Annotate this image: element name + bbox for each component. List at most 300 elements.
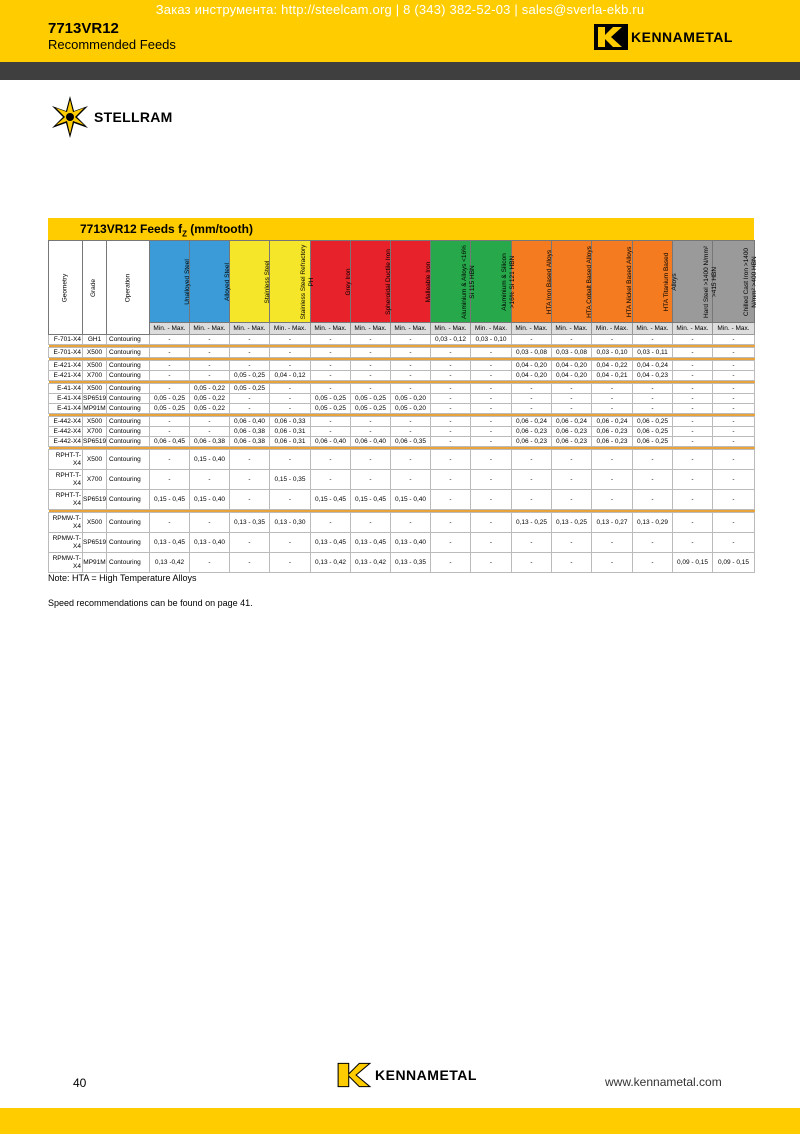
feed-value-cell: - bbox=[471, 417, 512, 427]
feed-value-cell: - bbox=[633, 553, 673, 573]
feed-value-cell: - bbox=[552, 470, 592, 490]
feed-value-cell: 0,06 - 0,23 bbox=[592, 437, 633, 447]
geometry-cell: E-701-X4 bbox=[49, 348, 83, 358]
feed-value-cell: - bbox=[150, 361, 190, 371]
feed-value-cell: - bbox=[673, 470, 713, 490]
feed-value-cell: 0,06 - 0,25 bbox=[633, 437, 673, 447]
feed-value-cell: - bbox=[592, 490, 633, 510]
geometry-cell: E-442-X4 bbox=[49, 417, 83, 427]
table-row bbox=[49, 553, 755, 573]
hta-note: Note: HTA = High Temperature Alloys bbox=[48, 573, 197, 583]
feed-value-cell: - bbox=[230, 335, 270, 345]
feed-value-cell: - bbox=[673, 417, 713, 427]
feed-value-cell: - bbox=[471, 361, 512, 371]
feed-value-cell: 0,13 - 0,45 bbox=[150, 533, 190, 553]
geometry-cell: RPMW-T-X4 bbox=[49, 513, 83, 533]
feed-value-cell: - bbox=[673, 450, 713, 470]
feed-value-cell: 0,05 - 0,25 bbox=[351, 404, 391, 414]
feed-value-cell: - bbox=[351, 371, 391, 381]
feed-value-cell: - bbox=[713, 450, 755, 470]
kennametal-logo-header bbox=[594, 24, 733, 50]
feed-value-cell: 0,04 - 0,20 bbox=[552, 371, 592, 381]
feed-value-cell: - bbox=[190, 553, 230, 573]
feed-value-cell: 0,13 - 0,25 bbox=[552, 513, 592, 533]
feed-value-cell: 0,15 - 0,45 bbox=[351, 490, 391, 510]
feed-value-cell: - bbox=[673, 404, 713, 414]
feed-value-cell: - bbox=[230, 450, 270, 470]
feed-value-cell: - bbox=[391, 348, 431, 358]
table-row bbox=[49, 513, 755, 533]
geometry-cell: E-421-X4 bbox=[49, 361, 83, 371]
feed-value-cell: - bbox=[512, 470, 552, 490]
operation-cell: Contouring bbox=[107, 513, 150, 533]
feed-value-cell: - bbox=[431, 450, 471, 470]
feed-value-cell: 0,05 - 0,20 bbox=[391, 404, 431, 414]
feed-value-cell: 0,04 - 0,12 bbox=[270, 371, 311, 381]
kennametal-wordmark: KENNAMETAL bbox=[631, 29, 733, 45]
feed-value-cell: - bbox=[633, 404, 673, 414]
material-header: Unalloyed Steel bbox=[150, 241, 190, 323]
material-header: Spheroidal Ductile Iron bbox=[351, 241, 391, 323]
feed-value-cell: - bbox=[471, 450, 512, 470]
grade-cell: X500 bbox=[83, 361, 107, 371]
material-header: HTA Iron Based Alloys bbox=[512, 241, 552, 323]
feed-value-cell: 0,06 - 0,38 bbox=[190, 437, 230, 447]
document-subtitle: Recommended Feeds bbox=[48, 37, 176, 52]
feed-value-cell: - bbox=[230, 470, 270, 490]
feed-value-cell: - bbox=[431, 348, 471, 358]
table-row bbox=[49, 371, 755, 381]
operation-cell: Contouring bbox=[107, 553, 150, 573]
feed-value-cell: - bbox=[592, 470, 633, 490]
feed-value-cell: 0,13 - 0,42 bbox=[311, 553, 351, 573]
feed-value-cell: - bbox=[512, 490, 552, 510]
minmax-label: Min. - Max. bbox=[190, 323, 230, 335]
feed-value-cell: 0,05 - 0,25 bbox=[230, 371, 270, 381]
feed-value-cell: - bbox=[673, 437, 713, 447]
feed-value-cell: 0,06 - 0,33 bbox=[270, 417, 311, 427]
material-header: Grey Iron bbox=[311, 241, 351, 323]
feed-value-cell: - bbox=[431, 371, 471, 381]
feed-value-cell: - bbox=[431, 437, 471, 447]
feed-value-cell: - bbox=[391, 427, 431, 437]
grade-cell: MP91M bbox=[83, 405, 106, 412]
feed-value-cell: - bbox=[190, 470, 230, 490]
minmax-label: Min. - Max. bbox=[633, 323, 673, 335]
kennametal-wordmark: KENNAMETAL bbox=[375, 1067, 477, 1083]
table-title: 7713VR12 Feeds $f_Z$ (mm/tooth) bbox=[48, 218, 754, 240]
grade-cell: X700 bbox=[83, 470, 107, 490]
material-header: HTA Titanium Based Alloys bbox=[633, 241, 673, 323]
feed-value-cell: 0,05 - 0,22 bbox=[190, 404, 230, 414]
feed-value-cell: - bbox=[311, 348, 351, 358]
feed-value-cell: - bbox=[270, 450, 311, 470]
grade-cell: X700 bbox=[83, 427, 107, 437]
feed-value-cell: 0,06 - 0,24 bbox=[592, 417, 633, 427]
feed-value-cell: - bbox=[633, 470, 673, 490]
feed-value-cell: 0,03 - 0,10 bbox=[471, 335, 512, 345]
feed-value-cell: - bbox=[713, 384, 755, 394]
feed-value-cell: - bbox=[150, 417, 190, 427]
feed-value-cell: - bbox=[633, 384, 673, 394]
feed-value-cell: 0,13 - 0,42 bbox=[351, 553, 391, 573]
grade-cell: SP6519 bbox=[83, 490, 107, 510]
operation-cell: Contouring bbox=[107, 384, 150, 394]
feed-value-cell: - bbox=[270, 553, 311, 573]
feed-value-cell: 0,15 - 0,40 bbox=[190, 450, 230, 470]
stellram-star-icon bbox=[50, 94, 90, 140]
geometry-cell: RPMW-T-X4 bbox=[49, 553, 83, 573]
feed-value-cell: - bbox=[673, 490, 713, 510]
grade-cell: X500 bbox=[83, 417, 107, 427]
operation-cell: Contouring bbox=[107, 437, 150, 447]
feed-value-cell: 0,13 - 0,30 bbox=[270, 513, 311, 533]
feed-value-cell: 0,13 - 0,40 bbox=[391, 533, 431, 553]
feed-value-cell: - bbox=[471, 533, 512, 553]
minmax-label: Min. - Max. bbox=[351, 323, 391, 335]
feed-value-cell: 0,06 - 0,38 bbox=[230, 427, 270, 437]
grade-cell: SP6519 bbox=[83, 438, 107, 445]
feed-value-cell: 0,05 - 0,22 bbox=[190, 394, 230, 404]
material-header: Stainless Steel bbox=[230, 241, 270, 323]
feed-value-cell: - bbox=[150, 513, 190, 533]
feed-value-cell: - bbox=[673, 384, 713, 394]
feed-value-cell: 0,04 - 0,20 bbox=[512, 371, 552, 381]
feed-value-cell: - bbox=[150, 371, 190, 381]
column-header-operation: Operation bbox=[107, 241, 150, 335]
feed-value-cell: 0,15 - 0,40 bbox=[190, 490, 230, 510]
feed-value-cell: 0,03 - 0,08 bbox=[512, 348, 552, 358]
grade-cell: SP6519 bbox=[83, 533, 107, 553]
minmax-label: Min. - Max. bbox=[512, 323, 552, 335]
feed-value-cell: - bbox=[512, 394, 552, 404]
feed-value-cell: - bbox=[351, 450, 391, 470]
table-row bbox=[49, 427, 755, 437]
feed-value-cell: - bbox=[431, 384, 471, 394]
geometry-cell: F-701-X4 bbox=[49, 335, 83, 345]
feed-value-cell: - bbox=[351, 384, 391, 394]
operation-cell: Contouring bbox=[107, 335, 150, 345]
feed-value-cell: - bbox=[431, 533, 471, 553]
feed-value-cell: - bbox=[311, 371, 351, 381]
feed-value-cell: - bbox=[512, 335, 552, 345]
feed-value-cell: - bbox=[270, 335, 311, 345]
stellram-logo bbox=[50, 94, 173, 140]
speed-note: Speed recommendations can be found on page 41. bbox=[48, 598, 253, 608]
minmax-label: Min. - Max. bbox=[673, 323, 713, 335]
minmax-label: Min. - Max. bbox=[552, 323, 592, 335]
feed-value-cell: - bbox=[270, 361, 311, 371]
feed-value-cell: - bbox=[713, 513, 755, 533]
feed-value-cell: 0,06 - 0,31 bbox=[270, 427, 311, 437]
feed-value-cell: - bbox=[391, 371, 431, 381]
feed-value-cell: - bbox=[512, 404, 552, 414]
feed-value-cell: - bbox=[190, 427, 230, 437]
feed-value-cell: 0,04 - 0,22 bbox=[592, 361, 633, 371]
feed-value-cell: - bbox=[311, 361, 351, 371]
feed-value-cell: 0,04 - 0,20 bbox=[552, 361, 592, 371]
feed-value-cell: - bbox=[270, 533, 311, 553]
feed-value-cell: - bbox=[270, 348, 311, 358]
table-row bbox=[49, 470, 755, 490]
feed-value-cell: - bbox=[592, 450, 633, 470]
operation-cell: Contouring bbox=[107, 394, 150, 404]
document-title: 7713VR12 bbox=[48, 20, 119, 37]
feed-value-cell: - bbox=[190, 371, 230, 381]
feed-value-cell: - bbox=[471, 427, 512, 437]
feed-value-cell: - bbox=[713, 394, 755, 404]
feed-value-cell: 0,13 - 0,35 bbox=[391, 553, 431, 573]
feed-value-cell: 0,15 - 0,45 bbox=[311, 490, 351, 510]
kennametal-k-icon bbox=[336, 1061, 372, 1089]
feed-value-cell: 0,05 - 0,25 bbox=[230, 384, 270, 394]
feed-value-cell: - bbox=[351, 335, 391, 345]
feed-value-cell: - bbox=[713, 533, 755, 553]
material-header: Hard Steel >1400 N/mm² >415 HBN bbox=[673, 241, 713, 323]
feed-value-cell: 0,06 - 0,40 bbox=[230, 417, 270, 427]
feed-value-cell: - bbox=[713, 404, 755, 414]
column-header-grade: Grade bbox=[83, 241, 107, 335]
feed-value-cell: - bbox=[431, 427, 471, 437]
minmax-label: Min. - Max. bbox=[270, 323, 311, 335]
feed-value-cell: - bbox=[150, 450, 190, 470]
table-row bbox=[49, 361, 755, 371]
feed-value-cell: - bbox=[713, 470, 755, 490]
feed-value-cell: - bbox=[471, 394, 512, 404]
feed-value-cell: 0,15 - 0,40 bbox=[391, 490, 431, 510]
feeds-table-section bbox=[48, 218, 758, 573]
feed-value-cell: - bbox=[150, 384, 190, 394]
feed-value-cell: - bbox=[351, 361, 391, 371]
grade-cell: X500 bbox=[83, 384, 107, 394]
feed-value-cell: - bbox=[431, 404, 471, 414]
feed-value-cell: 0,06 - 0,35 bbox=[391, 437, 431, 447]
feed-value-cell: - bbox=[311, 335, 351, 345]
feed-value-cell: 0,06 - 0,25 bbox=[633, 427, 673, 437]
feed-value-cell: 0,13 - 0,29 bbox=[633, 513, 673, 533]
grade-cell: X500 bbox=[83, 513, 107, 533]
feed-value-cell: 0,06 - 0,24 bbox=[552, 417, 592, 427]
feed-value-cell: - bbox=[351, 470, 391, 490]
page-number: 40 bbox=[73, 1076, 87, 1090]
feed-value-cell: - bbox=[512, 450, 552, 470]
geometry-cell: E-442-X4 bbox=[49, 437, 83, 447]
feed-value-cell: - bbox=[471, 371, 512, 381]
feed-value-cell: - bbox=[311, 470, 351, 490]
feed-value-cell: - bbox=[431, 513, 471, 533]
feed-value-cell: - bbox=[673, 394, 713, 404]
table-row bbox=[49, 437, 755, 447]
feed-value-cell: - bbox=[713, 417, 755, 427]
minmax-label: Min. - Max. bbox=[230, 323, 270, 335]
feed-value-cell: - bbox=[552, 533, 592, 553]
feed-value-cell: - bbox=[391, 335, 431, 345]
operation-cell: Contouring bbox=[107, 361, 150, 371]
feed-value-cell: - bbox=[150, 348, 190, 358]
stellram-wordmark: STELLRAM bbox=[94, 109, 173, 125]
feed-value-cell: 0,05 - 0,25 bbox=[351, 394, 391, 404]
column-header-geometry: Geometry bbox=[49, 241, 83, 335]
feed-value-cell: 0,03 - 0,10 bbox=[592, 348, 633, 358]
kennametal-k-icon bbox=[594, 24, 628, 50]
grade-cell: GH1 bbox=[83, 335, 107, 345]
feed-value-cell: 0,06 - 0,23 bbox=[512, 427, 552, 437]
feed-value-cell: 0,06 - 0,40 bbox=[311, 437, 351, 447]
feed-value-cell: - bbox=[190, 348, 230, 358]
operation-cell: Contouring bbox=[107, 348, 150, 358]
feed-value-cell: - bbox=[713, 361, 755, 371]
table-row bbox=[49, 490, 755, 510]
feed-value-cell: - bbox=[512, 553, 552, 573]
feed-value-cell: - bbox=[150, 470, 190, 490]
geometry-cell: E-41-X4 bbox=[49, 394, 83, 404]
operation-cell: Contouring bbox=[107, 533, 150, 553]
operation-cell: Contouring bbox=[107, 490, 150, 510]
feed-value-cell: - bbox=[471, 470, 512, 490]
grade-cell: X500 bbox=[83, 348, 107, 358]
operation-cell: Contouring bbox=[107, 404, 150, 414]
feed-value-cell: - bbox=[391, 417, 431, 427]
feed-value-cell: - bbox=[431, 470, 471, 490]
grade-cell: MP91M bbox=[83, 553, 107, 573]
feed-value-cell: 0,06 - 0,40 bbox=[351, 437, 391, 447]
material-header: Malleable Iron bbox=[391, 241, 431, 323]
grade-cell: X700 bbox=[83, 371, 107, 381]
feed-value-cell: - bbox=[351, 348, 391, 358]
feed-value-cell: - bbox=[351, 513, 391, 533]
feed-value-cell: 0,05 - 0,22 bbox=[190, 384, 230, 394]
operation-cell: Contouring bbox=[107, 417, 150, 427]
feed-value-cell: - bbox=[512, 533, 552, 553]
feed-value-cell: - bbox=[673, 533, 713, 553]
feed-value-cell: - bbox=[270, 384, 311, 394]
feed-value-cell: 0,13 - 0,25 bbox=[512, 513, 552, 533]
feed-value-cell: - bbox=[713, 335, 755, 345]
feed-value-cell: - bbox=[230, 348, 270, 358]
feed-value-cell: 0,06 - 0,31 bbox=[270, 437, 311, 447]
table-row bbox=[49, 394, 755, 404]
feed-value-cell: 0,06 - 0,45 bbox=[150, 437, 190, 447]
feed-value-cell: - bbox=[673, 361, 713, 371]
feed-value-cell: - bbox=[552, 450, 592, 470]
feed-value-cell: - bbox=[190, 513, 230, 533]
feed-value-cell: - bbox=[552, 490, 592, 510]
operation-cell: Contouring bbox=[107, 371, 150, 381]
feed-value-cell: - bbox=[391, 513, 431, 533]
material-header: Aluminium & Silicon >16% Si 121 HBN bbox=[471, 241, 512, 323]
feed-value-cell: - bbox=[471, 490, 512, 510]
feed-value-cell: - bbox=[391, 384, 431, 394]
feed-value-cell: 0,04 - 0,24 bbox=[633, 361, 673, 371]
feed-value-cell: 0,05 - 0,20 bbox=[391, 394, 431, 404]
minmax-label: Min. - Max. bbox=[592, 323, 633, 335]
minmax-label: Min. - Max. bbox=[471, 323, 512, 335]
feed-value-cell: - bbox=[713, 427, 755, 437]
feed-value-cell: - bbox=[270, 404, 311, 414]
feed-value-cell: - bbox=[713, 490, 755, 510]
feed-value-cell: - bbox=[230, 533, 270, 553]
material-header: Stainless Steel Refractory PH bbox=[270, 241, 311, 323]
material-header: Alloyed Steel bbox=[190, 241, 230, 323]
feed-value-cell: - bbox=[471, 404, 512, 414]
feed-value-cell: - bbox=[713, 437, 755, 447]
feed-value-cell: - bbox=[633, 450, 673, 470]
grade-cell: SP6519 bbox=[83, 395, 107, 402]
feed-value-cell: - bbox=[351, 427, 391, 437]
feed-value-cell: - bbox=[230, 394, 270, 404]
geometry-cell: RPHT-T-X4 bbox=[49, 470, 83, 490]
feed-value-cell: - bbox=[552, 553, 592, 573]
feed-value-cell: 0,15 - 0,45 bbox=[150, 490, 190, 510]
material-header: HTA Nickel Based Alloys bbox=[592, 241, 633, 323]
geometry-cell: E-41-X4 bbox=[49, 404, 83, 414]
feed-value-cell: - bbox=[351, 417, 391, 427]
feed-value-cell: - bbox=[713, 348, 755, 358]
minmax-label: Min. - Max. bbox=[150, 323, 190, 335]
minmax-label: Min. - Max. bbox=[431, 323, 471, 335]
feed-value-cell: 0,13 - 0,45 bbox=[311, 533, 351, 553]
feed-value-cell: - bbox=[431, 417, 471, 427]
feed-value-cell: - bbox=[633, 490, 673, 510]
feed-value-cell: - bbox=[431, 490, 471, 510]
contact-line: Заказ инструмента: http://steelcam.org | 8 (343) 382-52-03 | sales@sverla-ekb.ru bbox=[155, 2, 645, 17]
geometry-cell: RPHT-T-X4 bbox=[49, 450, 83, 470]
feed-value-cell: - bbox=[713, 371, 755, 381]
feed-value-cell: 0,06 - 0,23 bbox=[592, 427, 633, 437]
feed-value-cell: 0,13 -0,42 bbox=[150, 553, 190, 573]
feed-value-cell: - bbox=[190, 335, 230, 345]
feed-value-cell: - bbox=[471, 384, 512, 394]
feed-value-cell: 0,05 - 0,25 bbox=[311, 404, 351, 414]
feed-value-cell: - bbox=[592, 533, 633, 553]
feed-value-cell: - bbox=[391, 470, 431, 490]
feed-value-cell: 0,13 - 0,45 bbox=[351, 533, 391, 553]
feed-value-cell: - bbox=[633, 335, 673, 345]
feed-value-cell: 0,03 - 0,12 bbox=[431, 335, 471, 345]
operation-cell: Contouring bbox=[107, 427, 150, 437]
feed-value-cell: 0,13 - 0,27 bbox=[592, 513, 633, 533]
table-row bbox=[49, 417, 755, 427]
grade-cell: X500 bbox=[83, 450, 107, 470]
feed-value-cell: - bbox=[512, 384, 552, 394]
feed-value-cell: 0,06 - 0,23 bbox=[512, 437, 552, 447]
feed-value-cell: - bbox=[592, 384, 633, 394]
feed-value-cell: - bbox=[230, 490, 270, 510]
operation-cell: Contouring bbox=[107, 450, 150, 470]
feed-value-cell: 0,05 - 0,25 bbox=[150, 404, 190, 414]
material-header: Aluminium & Alloys <16% Si 115 HBN bbox=[431, 241, 471, 323]
feed-value-cell: - bbox=[673, 427, 713, 437]
feed-value-cell: - bbox=[311, 417, 351, 427]
feed-value-cell: 0,03 - 0,11 bbox=[633, 348, 673, 358]
feed-value-cell: - bbox=[311, 384, 351, 394]
geometry-cell: E-421-X4 bbox=[49, 371, 83, 381]
feed-value-cell: - bbox=[391, 361, 431, 371]
feed-value-cell: - bbox=[471, 348, 512, 358]
feed-value-cell: 0,13 - 0,40 bbox=[190, 533, 230, 553]
geometry-cell: RPHT-T-X4 bbox=[49, 490, 83, 510]
feed-value-cell: 0,06 - 0,38 bbox=[230, 437, 270, 447]
geometry-cell: RPMW-T-X4 bbox=[49, 533, 83, 553]
website-link[interactable]: www.kennametal.com bbox=[605, 1075, 722, 1089]
feed-value-cell: 0,06 - 0,24 bbox=[512, 417, 552, 427]
feed-value-cell: - bbox=[592, 404, 633, 414]
table-row bbox=[49, 384, 755, 394]
feed-value-cell: - bbox=[552, 335, 592, 345]
feeds-table bbox=[48, 240, 758, 573]
feed-value-cell: - bbox=[311, 513, 351, 533]
feed-value-cell: 0,03 - 0,08 bbox=[552, 348, 592, 358]
